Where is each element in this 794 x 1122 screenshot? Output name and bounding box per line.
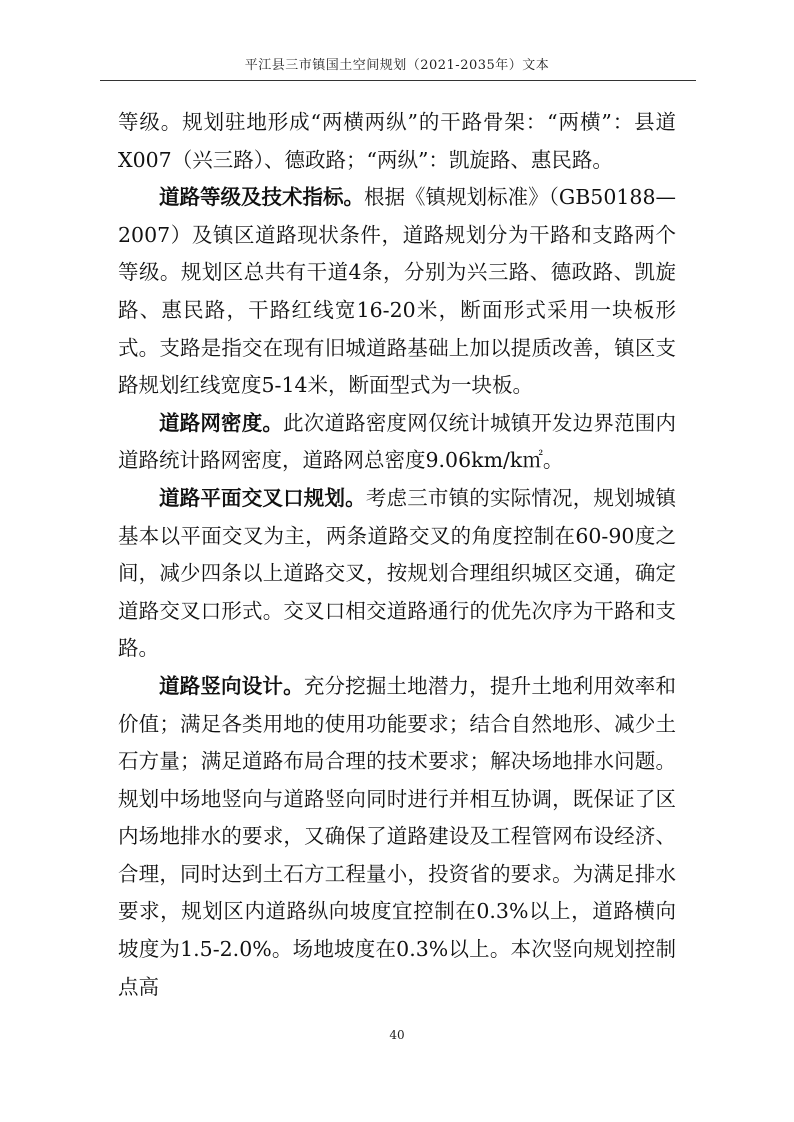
paragraph-text: 根据《镇规划标准》（GB50188—2007）及镇区道路现状条件，道路规划分为干路和支路两个等级。规划区总共有干道4条，分别为兴三路、德政路、凯旋路、惠民路，干路红线宽16-20米，断面形式采用一块板形式。支路是指交在现有旧城道路基础上加以提质改善，镇区支路规划红线宽度5-14米，断面型式为一块板。 bbox=[118, 185, 676, 398]
paragraph-continuation bbox=[118, 104, 676, 179]
paragraph-text: 等级。规划驻地形成“两横两纵”的干路骨架：“两横”：县道X007（兴三路）、德政路；“两纵”：凯旋路、惠民路。 bbox=[118, 110, 676, 172]
paragraph-intersections bbox=[118, 480, 676, 668]
paragraph-vertical-design bbox=[118, 668, 676, 1006]
paragraph-text: 充分挖掘土地潜力，提升土地利用效率和价值；满足各类用地的使用功能要求；结合自然地形、减少土石方量；满足道路布局合理的技术要求；解决场地排水问题。规划中场地竖向与道路竖向同时进行并相互协调，既保证了区内场地排水的要求，又确保了道路建设及工程管网布设经济、合理，同时达到土石方工程量小，投资省的要求。为满足排水要求，规划区内道路纵向坡度宜控制在0.3%以上，道路横向坡度为1.5-2.0%。场地坡度在0.3%以上。本次竖向规划控制点高 bbox=[118, 673, 676, 999]
paragraph-heading: 道路网密度。 bbox=[159, 410, 284, 435]
header-divider bbox=[100, 80, 696, 81]
paragraph-heading: 道路竖向设计。 bbox=[159, 673, 304, 698]
page-number: 40 bbox=[389, 1028, 405, 1042]
paragraph-text: 此次道路密度网仅统计城镇开发边界范围内道路统计路网密度，道路网总密度9.06km/k㎡。 bbox=[118, 410, 676, 473]
body-text bbox=[118, 104, 676, 1006]
paragraph-network-density bbox=[118, 405, 676, 480]
page-header: 平江县三市镇国土空间规划（2021-2035年）文本 bbox=[244, 58, 550, 73]
paragraph-road-grades bbox=[118, 179, 676, 405]
paragraph-text: 考虑三市镇的实际情况，规划城镇基本以平面交叉为主，两条道路交叉的角度控制在60-90度之间，减少四条以上道路交叉，按规划合理组织城区交通，确定道路交叉口形式。交叉口相交道路通行的优先次序为干路和支路。 bbox=[118, 485, 676, 661]
paragraph-heading: 道路平面交叉口规划。 bbox=[159, 485, 366, 510]
paragraph-heading: 道路等级及技术指标。 bbox=[159, 185, 365, 210]
